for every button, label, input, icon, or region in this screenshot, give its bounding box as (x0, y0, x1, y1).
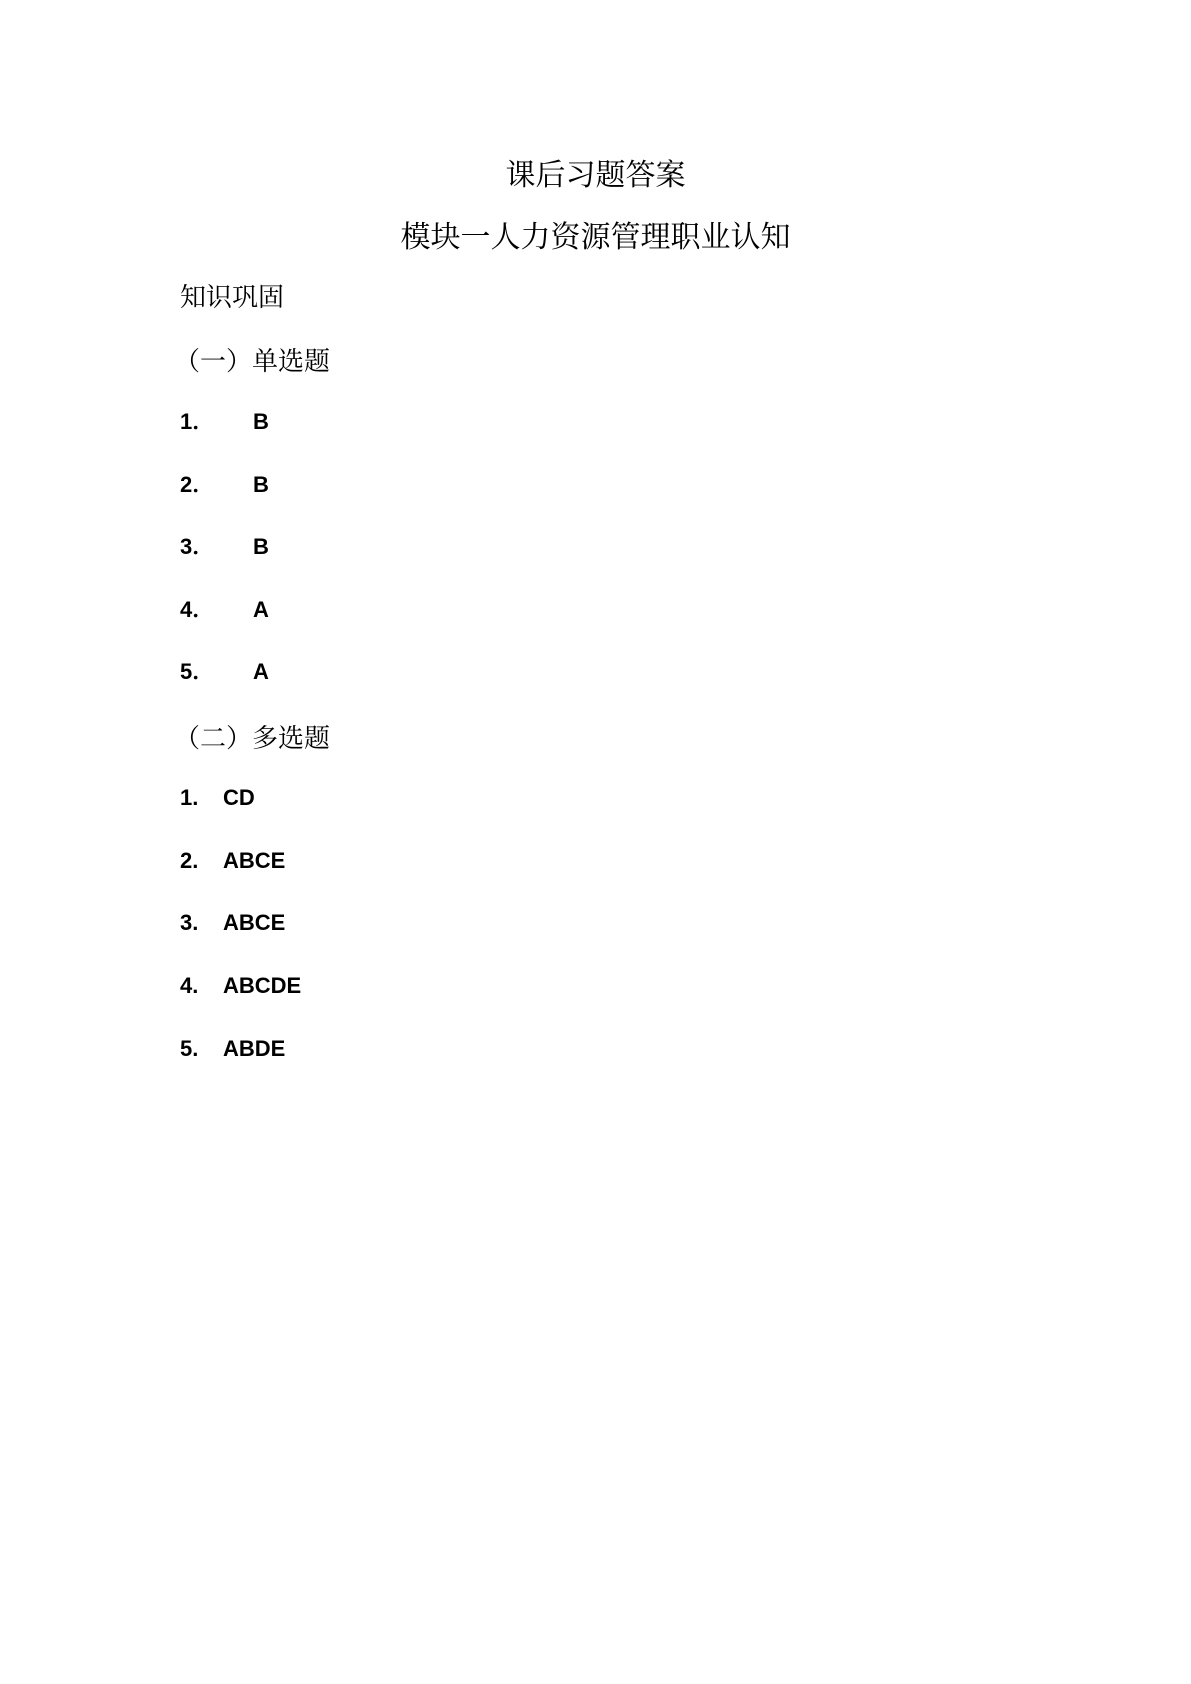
answer-value: B (253, 534, 269, 559)
answer-value: A (253, 597, 269, 622)
answer-number: 4. (180, 973, 199, 998)
single-choice-answer-row (180, 405, 269, 439)
multiple-choice-heading-text: （二）多选题 (174, 724, 331, 754)
multiple-choice-answer-row (180, 906, 285, 940)
answer-number: 3. (180, 910, 199, 935)
answer-value: CD (223, 785, 255, 810)
section-heading-single-choice (174, 345, 331, 379)
answer-value: A (253, 659, 269, 684)
single-choice-heading-text: （一）单选题 (174, 347, 331, 377)
multiple-choice-answer-row (180, 781, 255, 815)
answer-number: 2. (180, 848, 199, 873)
multiple-choice-answer-row (180, 969, 301, 1003)
answer-number: 1. (180, 785, 199, 810)
single-choice-answer-row (180, 468, 269, 502)
module-title: 模块一人力资源管理职业认知 (400, 220, 791, 255)
section-heading-knowledge: 知识巩固 (180, 283, 285, 313)
answer-number: 4． (180, 597, 215, 622)
answer-value: B (253, 472, 269, 497)
answer-number: 5. (180, 1036, 199, 1061)
single-choice-answer-row (180, 655, 269, 689)
answer-number: 1． (180, 409, 215, 434)
multiple-choice-answer-row (180, 1032, 285, 1066)
answer-value: ABCDE (223, 973, 302, 998)
multiple-choice-answer-row (180, 844, 285, 878)
document-title: 课后习题答案 (505, 158, 686, 193)
answer-value: B (253, 409, 269, 434)
answer-value: ABCE (223, 848, 286, 873)
answer-number: 3． (180, 534, 215, 559)
answer-value: ABDE (223, 1036, 286, 1061)
answer-number: 2． (180, 472, 215, 497)
single-choice-answer-row (180, 593, 269, 627)
single-choice-answer-row (180, 530, 269, 564)
section-heading-multiple-choice (174, 722, 331, 756)
answer-value: ABCE (223, 910, 286, 935)
answer-number: 5． (180, 659, 215, 684)
